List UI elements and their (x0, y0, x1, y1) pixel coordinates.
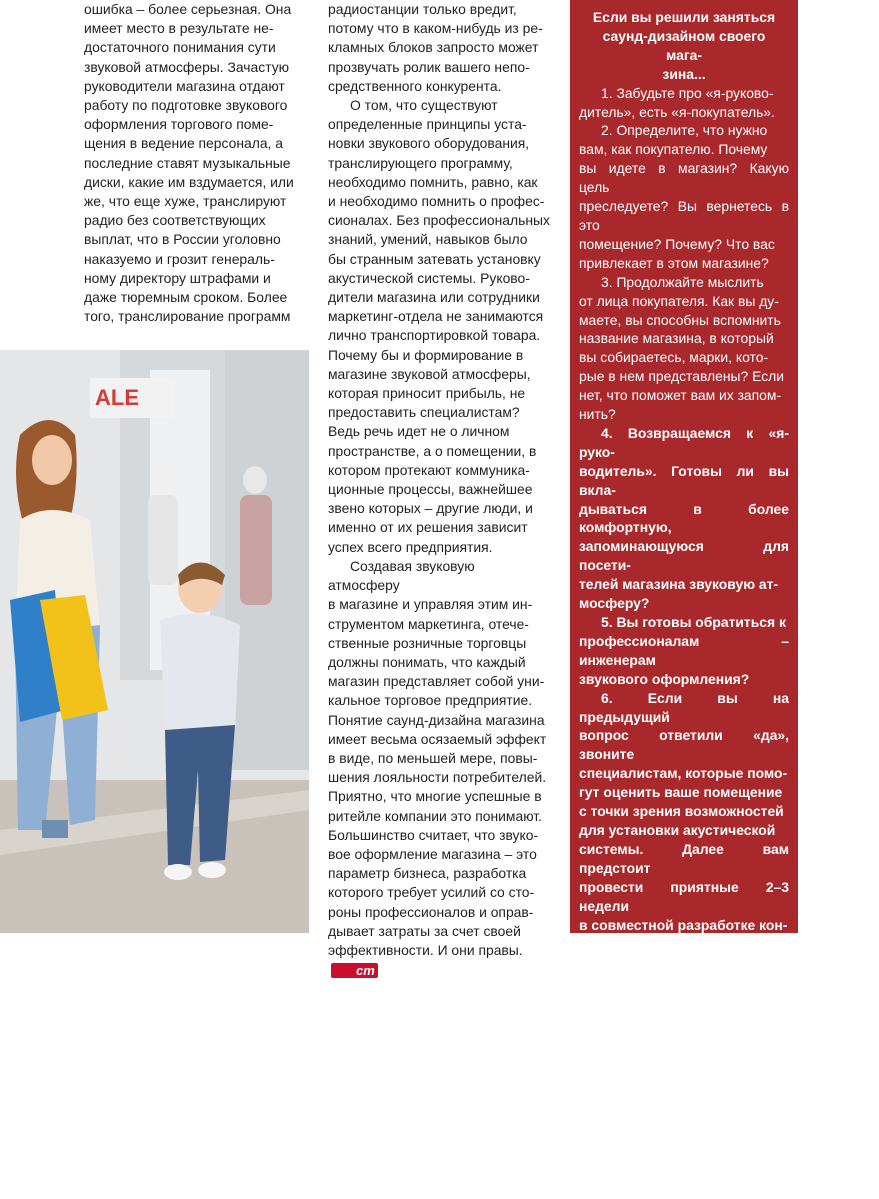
text-line: профессионалам – инженерам (579, 632, 789, 668)
text-line: в виде, по меньшей мере, повы- (328, 749, 538, 766)
paragraph (328, 0, 550, 96)
text-line: лично транспортировкой товара. (328, 327, 541, 344)
text-line: дитель», есть «я-покупатель». (579, 103, 775, 120)
text-line: Почему бы и формирование в (328, 346, 524, 363)
sidebar-tip-4 (579, 424, 789, 613)
text-line: того, транслирование программ (84, 308, 291, 325)
text-line: кламных блоков запросто может (328, 39, 539, 56)
text-line: О том, что существуют (350, 97, 498, 114)
text-line: Ведь речь идет не о личном (328, 423, 510, 440)
text-line: имеет место в результате не- (84, 20, 274, 37)
text-line: струментом маркетинга, отече- (328, 615, 529, 632)
text-line: рые в нем представлены? Если (579, 368, 785, 385)
text-line: вопрос ответили «да», звоните (579, 727, 789, 763)
text-line: шения лояльности потребителей. (328, 769, 547, 786)
shop-sign-text: ALE (95, 385, 139, 410)
text-line: мосферу? (579, 595, 650, 612)
text-line: название магазина, в который (579, 330, 774, 347)
sidebar-tip-1 (579, 84, 789, 122)
text-line: звуковой атмосферы. Зачастую (84, 58, 290, 75)
text-line: провести приятные 2–3 недели (579, 878, 789, 914)
text-line: от лица покупателя. Как вы ду- (579, 292, 779, 309)
tips-sidebar (570, 0, 798, 1198)
paragraph (328, 557, 550, 979)
text-line: которая приносит прибыль, не (328, 385, 526, 402)
text-line: преследуете? Вы вернетесь в это (579, 198, 789, 233)
text-line: 2. Определите, что нужно (601, 122, 768, 139)
text-line: ошибка – более серьезная. Она (84, 1, 292, 17)
text-line: 1. Забудьте про «я-руково- (601, 84, 774, 101)
text-line: удачи. (579, 1181, 624, 1198)
text-line: зина... (662, 65, 706, 82)
text-line: помещение? Почему? Что вас (579, 235, 775, 252)
text-line: цепции для программы саунд- (579, 935, 789, 971)
text-line: можете решить эту задачу са- (579, 1143, 786, 1160)
sidebar-tip-6 (579, 689, 789, 1105)
sidebar-title (579, 8, 789, 84)
text-line: дизайна. Если вы имеете дело (579, 973, 789, 1009)
text-line: для установки акустической (579, 821, 776, 838)
text-line: же, что еще хуже, транслируют (84, 193, 287, 210)
text-line: ному директору штрафами и (84, 269, 271, 286)
text-line: ционные процессы, важнейшее (328, 481, 533, 498)
text-line: знаний, умений, навыков было (328, 231, 528, 248)
text-line: последние ставят музыкальные (84, 154, 291, 171)
text-line: даже тюремным сроком. Более (84, 289, 288, 306)
text-line: потому что в каком-нибудь из ре- (328, 20, 543, 37)
text-line: запоминающуюся для посети- (579, 538, 789, 574)
text-line: должны понимать, что каждый (328, 653, 526, 670)
text-line: звено которых – другие люди, и (328, 500, 533, 517)
text-line: акустиками, то в итоге – на- (579, 1029, 771, 1046)
text-line: роны профессионалов и оправ- (328, 903, 534, 920)
text-line: и необходимо помнить о профес- (328, 193, 545, 210)
text-line: пространстве, а о помещении, в (328, 442, 537, 459)
text-line: вое оформление магазина – это (328, 845, 537, 862)
text-line: дывает затраты за счет своей (328, 922, 521, 939)
sidebar-tip-7 (579, 1105, 789, 1199)
text-line: средственного конкурента. (328, 77, 502, 94)
text-line: диски, какие им вздумается, или (84, 173, 294, 190)
text-line: достаточного понимания сути (84, 39, 276, 56)
text-line: специалистам, которые помо- (579, 765, 788, 782)
article-photo (0, 350, 309, 933)
text-line: 7. Если же вы считаете, что (579, 1105, 789, 1141)
text-line: которого требует усилий со сто- (328, 884, 535, 901)
text-line: 6. Если вы на предыдущий (579, 689, 789, 725)
text-line: дители магазина или сотрудники (328, 289, 540, 306)
text-line: нет, что поможет вам их запом- (579, 387, 782, 404)
text-line: новки звукового оборудования, (328, 135, 530, 152)
text-line: эффективности. И они правы. (328, 941, 523, 958)
text-line: определенные принципы уста- (328, 116, 527, 133)
text-line: котором протекают коммуника- (328, 461, 530, 478)
text-line: Понятие саунд-дизайна магазина (328, 711, 545, 728)
text-line: нить? (579, 406, 616, 423)
sidebar-tip-5 (579, 613, 789, 689)
article-column-1 (84, 0, 299, 326)
text-line: звукового оформления? (579, 670, 750, 687)
text-line: Создавая звуковую атмосферу (328, 557, 475, 594)
text-line: телей магазина звуковую ат- (579, 576, 779, 593)
paragraph (328, 96, 550, 557)
text-line: работу по подготовке звукового (84, 97, 288, 114)
text-line: транслирующего программу, (328, 154, 513, 171)
text-line: необходимо помнить, равно, как (328, 173, 538, 190)
text-line: в совместной разработке кон- (579, 916, 788, 933)
text-line: постепенно фиксируете рост (579, 1067, 780, 1084)
text-line: 3. Продолжайте мыслить (601, 273, 764, 290)
text-line: Большинство считает, что звуко- (328, 826, 539, 843)
text-line: гут оценить ваше помещение (579, 784, 783, 801)
text-line: привлекает в этом магазине? (579, 254, 769, 271)
text-line: дываться в более комфортную, (579, 500, 789, 536)
text-line: системы. Далее вам предстоит (579, 840, 789, 876)
text-line: сионалах. Без профессиональных (328, 212, 550, 229)
text-line: щения в ведение персонала, а (84, 135, 284, 152)
text-line: успех всего предприятия. (328, 538, 493, 555)
text-line: продаж. (579, 1086, 635, 1103)
text-line: маркетинг-отдела не занимаются (328, 308, 544, 325)
text-line: бы странным затевать установку (328, 250, 541, 267)
text-line: мостоятельно... Желаем вам (579, 1162, 778, 1179)
text-line: именно от их решения зависит (328, 519, 528, 536)
text-line: радио без соответствующих (84, 212, 266, 229)
text-line: водитель». Готовы ли вы вкла- (579, 462, 789, 498)
text-line: в магазине и управляя этим ин- (328, 596, 533, 613)
text-line: наказуемо и грозит генераль- (84, 250, 275, 267)
text-line: предоставить специалистам? (328, 404, 520, 421)
text-line: параметр бизнеса, разработка (328, 865, 527, 882)
text-line: ритейле компании это понимают. (328, 807, 542, 824)
text-line: 5. Вы готовы обратиться к (601, 614, 786, 630)
text-line: ственные розничные торговцы (328, 634, 527, 651)
text-line: прозвучать ролик вашего непо- (328, 58, 530, 75)
paragraph (84, 0, 299, 326)
text-line: слаждаетесь результатом и (579, 1048, 771, 1065)
text-line: вам, как покупателю. Почему (579, 141, 768, 158)
text-line: кальное торговое предприятие. (328, 692, 533, 709)
text-line: оформления торгового помe- (84, 116, 274, 133)
text-line: вы собираетесь, марки, кото- (579, 349, 769, 366)
mother-and-son-shopping-image (0, 350, 309, 933)
text-line: акустической системы. Руково- (328, 269, 530, 286)
text-line: радиостанции только вредит, (328, 1, 517, 17)
text-line: 4. Возвращаемся к «я-руко- (579, 424, 789, 460)
end-logo-icon: cm (331, 963, 378, 978)
text-line: саунд-дизайном своего мага- (602, 27, 766, 63)
text-line: маете, вы способны вспомнить (579, 311, 781, 328)
text-line: с точки зрения возможностей (579, 803, 784, 820)
text-line: вы идете в магазин? Какую цель (579, 160, 789, 196)
text-line: выплат, что в России уголовно (84, 231, 281, 248)
text-line: магазине звуковой атмосферы, (328, 365, 531, 382)
text-line: имеет весьма осязаемый эффект (328, 730, 547, 747)
text-line: магазин представляет собой уни- (328, 673, 545, 690)
text-line: Если вы решили заняться (592, 9, 776, 25)
sidebar-tip-2 (579, 121, 789, 272)
text-line: руководители магазина отдают (84, 77, 285, 94)
text-line: Приятно, что многие успешные в (328, 788, 542, 805)
text-line: с грамотными инженерами- (579, 1011, 771, 1028)
article-column-2 (328, 0, 550, 979)
sidebar-tip-3 (579, 273, 789, 424)
